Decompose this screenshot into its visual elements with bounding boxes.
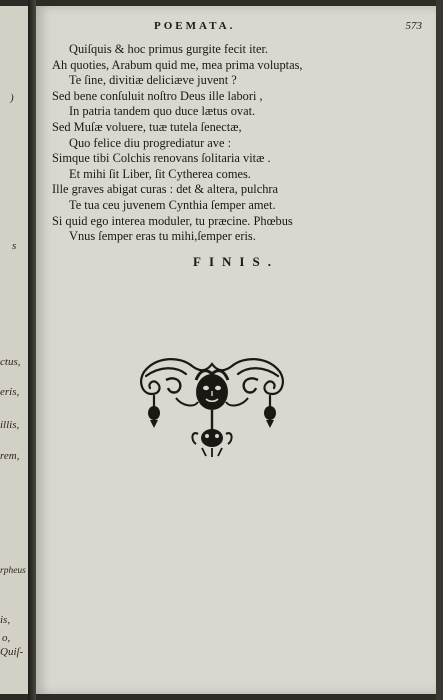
- verse-line: Simque tibi Colchis renovans ſolitaria vitæ .: [52, 151, 271, 166]
- facing-page-fragment: rpheus: [0, 566, 26, 576]
- verse-line: Et mihi ſit Liber, ſit Cytherea comes.: [69, 166, 251, 181]
- running-title: POEMATA.: [154, 20, 236, 32]
- facing-page-fragment: s: [12, 240, 17, 252]
- facing-page-fragment: eris,: [0, 386, 20, 398]
- finis-heading: FINIS.: [193, 254, 279, 269]
- verse-line: Sed bene conſuluit noſtro Deus ille labori ,: [52, 88, 263, 103]
- verse-line: In patria tandem quo duce lætus ovat.: [69, 104, 256, 119]
- facing-page-fragment: rem,: [0, 450, 20, 462]
- verse-line: Ille graves abigat curas : det & altera, pulchra: [52, 182, 279, 197]
- facing-page-fragment: is,: [0, 614, 11, 626]
- book-gutter: [28, 0, 36, 700]
- page-number: 573: [405, 20, 422, 32]
- page-header: [36, 20, 436, 40]
- verse-line: Te ſine, divitiæ deliciæve juvent ?: [69, 73, 237, 88]
- facing-page-fragment: o,: [2, 632, 11, 644]
- verse-line: Quiſquis & hoc primus gurgite fecit iter.: [69, 42, 269, 56]
- tailpiece-ornament-icon: [136, 350, 288, 458]
- facing-page-fragment: Quiſ-: [0, 646, 24, 658]
- verse-line: Quo felice diu progrediatur ave :: [69, 135, 232, 150]
- verse-line: Te tua ceu juvenem Cynthia ſemper amet.: [69, 197, 276, 212]
- facing-page-fragment: illis,: [0, 419, 20, 431]
- facing-page-strip: [0, 6, 28, 694]
- facing-page-fragment: ): [10, 92, 14, 104]
- verse-line: Ah quoties, Arabum quid me, mea prima voluptas,: [52, 57, 303, 72]
- verse-line: Si quid ego interea moduler, tu præcine. Phœbus: [52, 213, 293, 228]
- book-page: [36, 6, 436, 694]
- facing-page-fragment: ctus,: [0, 356, 21, 368]
- verse-line: Vnus ſemper eras tu mihi,ſemper eris.: [69, 229, 256, 244]
- poem-verses: [52, 42, 422, 245]
- page-edge: [436, 0, 443, 700]
- verse-line: Sed Muſæ voluere, tuæ tutela ſenectæ,: [52, 119, 242, 134]
